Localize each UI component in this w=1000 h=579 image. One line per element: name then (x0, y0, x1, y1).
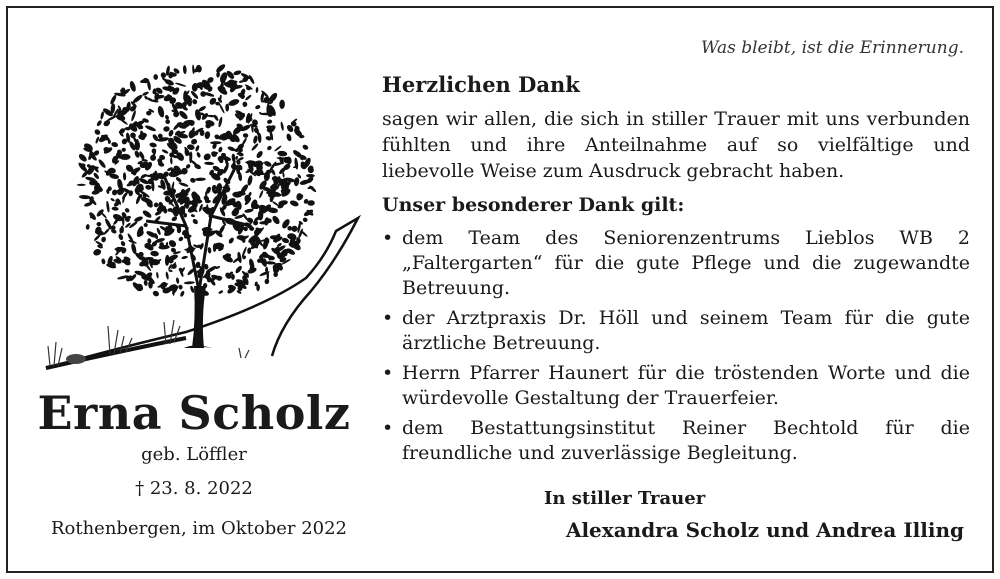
leaf-cluster (110, 198, 115, 203)
leaf-cluster (218, 116, 223, 127)
leaf-cluster (110, 224, 116, 230)
death-date: † 23. 8. 2022 (135, 478, 253, 499)
leaf-cluster (153, 202, 159, 208)
leaf-cluster (302, 217, 308, 223)
leaf-cluster (184, 149, 189, 157)
leaf-cluster (202, 152, 212, 162)
leaf-cluster (225, 104, 229, 112)
leaf-cluster (207, 247, 211, 254)
leaf-cluster (170, 157, 173, 164)
list-item (382, 416, 970, 466)
leaf-cluster (306, 174, 315, 178)
bullet: • (382, 307, 394, 329)
tree-trunk (192, 286, 206, 348)
leaf-cluster (164, 118, 171, 124)
list-item (382, 306, 970, 356)
leaf-cluster (307, 166, 315, 174)
leaf-cluster (233, 70, 242, 76)
leaf-cluster (100, 111, 105, 120)
leaf-cluster (149, 142, 157, 148)
list-item-text: dem Bestattungsinstitut Reiner Bechtold für die freundliche und zuverlässige Begleitung. (402, 417, 970, 464)
leaf-cluster (255, 87, 258, 93)
leaf-cluster (160, 72, 167, 79)
leaf-cluster (100, 212, 107, 219)
leaf-cluster (266, 119, 272, 125)
leaf-cluster (286, 133, 293, 142)
leaf-cluster (255, 104, 261, 110)
leaf-cluster (146, 97, 154, 103)
leaf-cluster (245, 94, 253, 101)
leaf-cluster (178, 284, 184, 290)
list-item-text: der Arztpraxis Dr. Höll und seinem Team für die gute ärztliche Betreuung. (402, 307, 970, 354)
leaf-cluster (125, 269, 130, 272)
leaf-cluster (156, 272, 159, 279)
leaf-cluster (196, 152, 202, 159)
leaf-cluster (192, 218, 199, 225)
leaf-cluster (101, 258, 106, 265)
leaf-cluster (248, 74, 255, 84)
leaf-cluster (181, 255, 188, 259)
leaf-cluster (77, 184, 86, 186)
leaf-cluster (247, 175, 254, 186)
leaf-cluster (195, 177, 206, 181)
leaf-cluster (96, 222, 101, 226)
list-item-text: Herrn Pfarrer Haunert für die tröstenden Worte und die würdevolle Gestaltung der Trauerfeier. (402, 362, 970, 409)
leaf-cluster (189, 177, 196, 184)
bullet: • (382, 417, 394, 439)
leaf-cluster (258, 190, 264, 199)
leaf-cluster (191, 214, 196, 218)
leaf-cluster (271, 215, 281, 226)
leaf-cluster (176, 277, 180, 284)
leaf-cluster (130, 110, 136, 122)
obituary-card (6, 6, 994, 573)
stone (66, 354, 86, 364)
mourning-label: In stiller Trauer (544, 488, 706, 509)
leaf-cluster (123, 172, 126, 180)
leaf-cluster (253, 135, 259, 144)
leaf-cluster (277, 150, 287, 157)
mourners-names: Alexandra Scholz und Andrea Illing (565, 518, 964, 542)
leaf-cluster (85, 224, 90, 230)
leaf-cluster (129, 131, 137, 139)
leaf-cluster (163, 126, 170, 132)
leaf-cluster (218, 290, 224, 295)
leaf-cluster (142, 91, 150, 96)
leaf-cluster (255, 150, 264, 159)
tree-branch (146, 221, 186, 226)
leaf-cluster (179, 290, 185, 297)
leaf-cluster (213, 114, 220, 122)
leaf-cluster (106, 201, 110, 213)
leaf-cluster (151, 148, 157, 154)
leaf-cluster (130, 243, 137, 255)
leaf-cluster (118, 233, 124, 240)
leaf-cluster (307, 200, 315, 206)
deceased-name: Erna Scholz (37, 386, 351, 440)
leaf-cluster (121, 148, 126, 152)
leaf-cluster (157, 105, 166, 118)
leaf-cluster (231, 274, 235, 280)
leaf-cluster (101, 236, 107, 243)
motto-quote: Was bleibt, ist die Erinnerung. (700, 38, 964, 58)
leaf-cluster (165, 271, 169, 279)
leaf-cluster (264, 217, 270, 226)
thanks-heading: Herzlichen Dank (382, 72, 580, 97)
leaf-cluster (175, 82, 187, 87)
leaf-cluster (143, 280, 148, 287)
leaf-cluster (152, 290, 160, 298)
leaf-cluster (215, 63, 227, 74)
leaf-cluster (143, 222, 149, 228)
leaf-cluster (78, 153, 89, 163)
tree-crown (77, 63, 317, 298)
bullet: • (382, 362, 394, 384)
leaf-cluster (204, 131, 210, 139)
leaf-cluster (192, 64, 195, 74)
leaf-cluster (150, 250, 159, 256)
tree-illustration (36, 56, 366, 376)
leaf-cluster (153, 74, 158, 80)
leaf-cluster (77, 161, 88, 173)
list-item (382, 361, 970, 411)
leaf-cluster (171, 216, 178, 223)
thanks-list (382, 226, 970, 471)
leaf-cluster (88, 211, 97, 221)
leaf-cluster (242, 101, 247, 107)
leaf-cluster (142, 209, 153, 219)
maiden-name: geb. Löffler (141, 444, 247, 465)
leaf-cluster (243, 133, 249, 138)
leaf-cluster (178, 181, 189, 187)
leaf-cluster (264, 278, 270, 284)
leaf-cluster (161, 149, 169, 155)
leaf-cluster (111, 206, 118, 211)
leaf-cluster (251, 143, 259, 152)
leaf-cluster (93, 128, 101, 136)
leaf-cluster (210, 150, 218, 158)
leaf-cluster (183, 65, 187, 74)
list-item (382, 226, 970, 301)
leaf-cluster (178, 109, 189, 120)
leaf-cluster (175, 176, 182, 183)
leaf-cluster (235, 156, 238, 161)
leaf-cluster (289, 199, 299, 207)
leaf-cluster (133, 215, 143, 222)
leaf-cluster (96, 119, 103, 127)
leaf-cluster (103, 228, 111, 236)
thanks-intro: sagen wir allen, die sich in stiller Trauer mit uns verbunden fühlten und ihre Anteilnahme auf so vielfältige und liebevolle Weise zum Ausdruck gebracht haben. (382, 108, 970, 182)
leaf-cluster (120, 240, 126, 247)
leaf-cluster (293, 177, 299, 187)
leaf-cluster (204, 162, 214, 166)
bullet: • (382, 227, 394, 249)
leaf-cluster (228, 237, 235, 245)
leaf-cluster (164, 114, 169, 120)
leaf-cluster (287, 226, 292, 231)
leaf-cluster (92, 248, 102, 257)
leaf-cluster (218, 103, 225, 114)
leaf-cluster (280, 121, 284, 131)
leaf-cluster (178, 236, 184, 242)
list-item-text: dem Team des Seniorenzentrums Lieblos WB 2 „Faltergarten“ für die gute Pflege und die zugewandte Betreuung. (402, 227, 970, 299)
leaf-cluster (184, 281, 195, 285)
leaf-cluster (145, 184, 152, 190)
leaf-cluster (228, 98, 241, 107)
leaf-cluster (111, 189, 117, 196)
leaf-cluster (266, 145, 272, 151)
leaf-cluster (195, 145, 200, 152)
leaf-cluster (124, 207, 130, 213)
leaf-cluster (111, 141, 119, 147)
leaf-cluster (190, 138, 198, 146)
place-date: Rothenbergen, im Oktober 2022 (50, 518, 348, 539)
leaf-cluster (191, 98, 198, 105)
leaf-cluster (144, 124, 156, 132)
special-thanks-heading: Unser besonderer Dank gilt: (382, 194, 685, 216)
leaf-cluster (302, 144, 309, 151)
leaf-cluster (97, 158, 106, 169)
leaf-cluster (149, 154, 156, 162)
leaf-cluster (241, 137, 247, 146)
leaf-cluster (218, 146, 223, 153)
leaf-cluster (263, 160, 272, 168)
leaf-cluster (129, 80, 137, 92)
leaf-cluster (279, 100, 285, 109)
leaf-cluster (234, 265, 243, 274)
leaf-cluster (296, 193, 303, 201)
